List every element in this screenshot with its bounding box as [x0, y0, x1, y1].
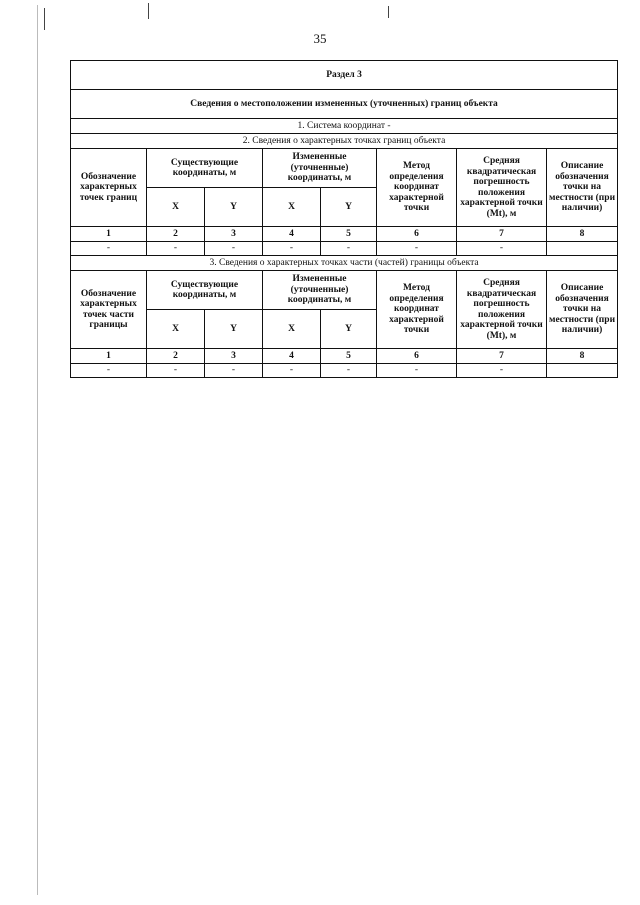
column-number: 6 [377, 227, 457, 242]
table-cell: - [71, 242, 147, 256]
table-cell: - [377, 364, 457, 378]
header-point-description: Описание обозначения точки на местности (при наличии) [547, 271, 618, 349]
header-existing-y: Y [205, 188, 263, 227]
header-changed-x: X [263, 310, 321, 349]
header-existing-y: Y [205, 310, 263, 349]
table-cell: - [205, 364, 263, 378]
points-caption: 2. Сведения о характерных точках границ объекта [71, 134, 618, 149]
column-number: 4 [263, 227, 321, 242]
column-number: 5 [321, 349, 377, 364]
header-method: Метод определения координат характерной точки [377, 271, 457, 349]
table-cell: - [457, 242, 547, 256]
column-number-row [71, 349, 618, 364]
scan-mark [37, 5, 38, 895]
header-changed-x: X [263, 188, 321, 227]
table-row [71, 242, 618, 256]
column-number-row [71, 227, 618, 242]
scan-mark [148, 3, 149, 19]
header-point-description: Описание обозначения точки на местности (при наличии) [547, 149, 618, 227]
header-point-designation: Обозначение характерных точек части границы [71, 271, 147, 349]
column-number: 2 [147, 227, 205, 242]
header-changed-coordinates: Измененные (уточненные) координаты, м [263, 271, 377, 310]
section-3-table [70, 60, 618, 378]
section-title: Раздел 3 [71, 61, 618, 90]
table-cell: - [377, 242, 457, 256]
scan-mark [44, 8, 45, 30]
column-number: 3 [205, 227, 263, 242]
table-cell: - [457, 364, 547, 378]
table-cell: - [147, 364, 205, 378]
header-existing-x: X [147, 310, 205, 349]
table-cell: - [321, 242, 377, 256]
section-subtitle: Сведения о местоположении измененных (уточненных) границ объекта [71, 90, 618, 119]
table-cell: - [321, 364, 377, 378]
header-mean-square-error: Средняя квадратическая погрешность положения характерной точки (Mt), м [457, 149, 547, 227]
part-points-caption: 3. Сведения о характерных точках части (частей) границы объекта [71, 256, 618, 271]
column-number: 5 [321, 227, 377, 242]
table-cell: - [263, 242, 321, 256]
column-number: 7 [457, 227, 547, 242]
column-number: 1 [71, 349, 147, 364]
table-cell: - [147, 242, 205, 256]
column-number: 7 [457, 349, 547, 364]
scan-mark [388, 6, 389, 18]
header-existing-coordinates: Существующие координаты, м [147, 271, 263, 310]
column-number: 1 [71, 227, 147, 242]
coordinate-system-row: 1. Система координат - [71, 119, 618, 134]
column-number: 4 [263, 349, 321, 364]
header-changed-coordinates: Измененные (уточненные) координаты, м [263, 149, 377, 188]
header-mean-square-error: Средняя квадратическая погрешность положения характерной точки (Mt), м [457, 271, 547, 349]
column-number: 8 [547, 227, 618, 242]
page-number: 35 [313, 31, 327, 46]
table-cell: - [263, 364, 321, 378]
header-changed-y: Y [321, 310, 377, 349]
column-number: 2 [147, 349, 205, 364]
column-number: 3 [205, 349, 263, 364]
header-existing-coordinates: Существующие координаты, м [147, 149, 263, 188]
header-changed-y: Y [321, 188, 377, 227]
table-cell [547, 364, 618, 378]
table-cell [547, 242, 618, 256]
header-point-designation: Обозначение характерных точек границ [71, 149, 147, 227]
table-row [71, 364, 618, 378]
table-cell: - [71, 364, 147, 378]
column-number: 8 [547, 349, 618, 364]
table-cell: - [205, 242, 263, 256]
header-method: Метод определения координат характерной точки [377, 149, 457, 227]
column-number: 6 [377, 349, 457, 364]
header-existing-x: X [147, 188, 205, 227]
